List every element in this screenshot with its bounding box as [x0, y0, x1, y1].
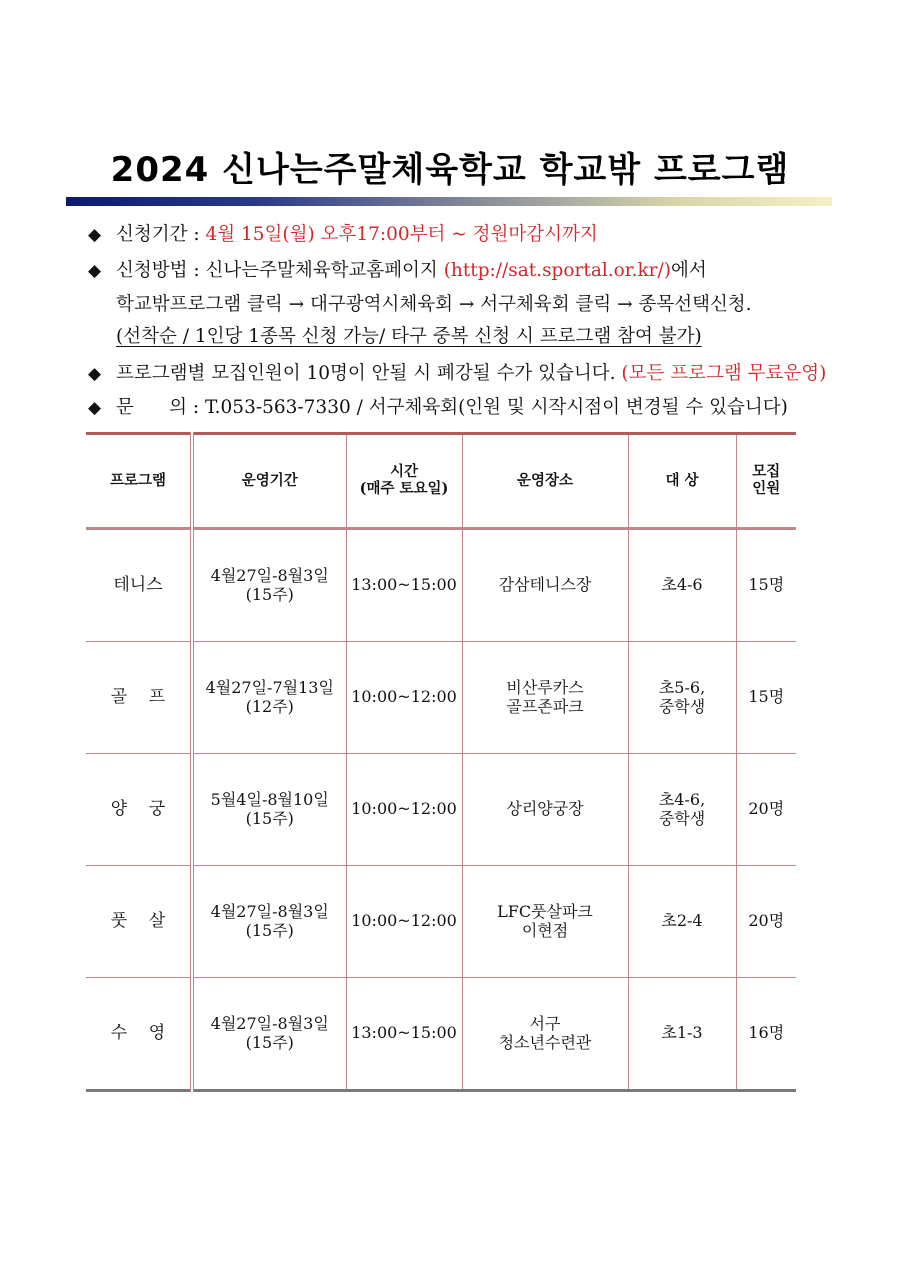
cell-period — [192, 642, 346, 754]
header-venue — [462, 434, 628, 529]
cell-target-text: 중학생 — [658, 696, 706, 716]
cell-venue — [462, 866, 628, 978]
cell-time-text: 10:00~12:00 — [351, 687, 457, 707]
notice-text: 프로그램별 모집인원이 10명이 안될 시 폐강될 수가 있습니다. — [116, 363, 622, 384]
header-venue-text: 운영장소 — [516, 471, 574, 489]
cell-capacity — [736, 642, 796, 754]
header-period-text: 운영기간 — [241, 471, 298, 489]
info-method — [88, 262, 848, 281]
header-target — [628, 434, 736, 529]
title-underline-bar — [66, 197, 832, 206]
cell-time-text: 10:00~12:00 — [351, 911, 457, 931]
table-row — [86, 754, 796, 866]
info-notice — [88, 365, 848, 384]
cell-program — [86, 978, 192, 1091]
cell-target — [628, 642, 736, 754]
cell-venue-text: 이현점 — [521, 920, 569, 940]
method-note-line — [88, 328, 876, 347]
cell-program — [86, 642, 192, 754]
period-value: 4월 15일(월) 오후17:00부터 ~ 정원마감시까지 — [205, 224, 598, 245]
cell-program-text: 수 영 — [110, 1022, 166, 1043]
header-target-text: 대 상 — [665, 471, 699, 489]
method-steps: 학교밖프로그램 클릭 → 대구광역시체육회 → 서구체육회 클릭 → 종목선택신청. — [116, 294, 752, 315]
cell-target-text: 초5-6, — [658, 678, 706, 698]
table-header-row — [86, 434, 796, 529]
cell-venue — [462, 754, 628, 866]
cell-period-text: (15주) — [245, 1032, 294, 1052]
cell-period — [192, 866, 346, 978]
header-time — [346, 434, 462, 529]
cell-program — [86, 754, 192, 866]
cell-period-text: (12주) — [245, 696, 294, 716]
cell-program-text: 골 프 — [110, 686, 166, 707]
info-contact — [88, 399, 848, 418]
cell-time-text: 13:00~15:00 — [351, 1023, 457, 1043]
diamond-bullet-icon: ◆ — [88, 225, 102, 245]
header-period — [192, 434, 346, 529]
cell-time — [346, 529, 462, 642]
cell-time — [346, 754, 462, 866]
cell-venue-text: 서구 — [529, 1014, 561, 1034]
cell-target — [628, 754, 736, 866]
cell-period-text: 4월27일-8월3일 — [210, 566, 329, 586]
cell-time — [346, 866, 462, 978]
header-capacity-text: 인원 — [752, 480, 781, 497]
cell-target — [628, 866, 736, 978]
cell-time-text: 10:00~12:00 — [351, 799, 457, 819]
cell-target — [628, 529, 736, 642]
cell-capacity-text: 20명 — [748, 799, 785, 819]
cell-venue — [462, 529, 628, 642]
cell-period-text: 4월27일-7월13일 — [205, 678, 334, 698]
cell-period-text: (15주) — [245, 584, 294, 604]
diamond-bullet-icon: ◆ — [88, 364, 102, 384]
cell-program — [86, 866, 192, 978]
cell-capacity — [736, 978, 796, 1091]
cell-period-text: 5월4일-8월10일 — [210, 790, 329, 810]
contact-label: 문 의 : — [116, 397, 206, 418]
diamond-bullet-icon: ◆ — [88, 261, 102, 281]
cell-program-text: 테니스 — [113, 574, 163, 595]
cell-venue-text: 골프존파크 — [506, 696, 584, 716]
cell-program-text: 양 궁 — [110, 798, 166, 819]
period-label: 신청기간 : — [116, 224, 206, 245]
cell-venue-text: 청소년수련관 — [498, 1032, 592, 1052]
cell-capacity — [736, 866, 796, 978]
cell-venue — [462, 642, 628, 754]
cell-period — [192, 529, 346, 642]
cell-venue-text: 상리양궁장 — [506, 799, 584, 819]
header-time-text: 시간 — [389, 463, 418, 481]
cell-period — [192, 978, 346, 1091]
method-note: (선착순 / 1인당 1종목 신청 가능/ 타구 중복 신청 시 프로그램 참여 불가) — [116, 326, 702, 347]
cell-capacity — [736, 529, 796, 642]
table-row — [86, 978, 796, 1091]
cell-target-text: 초1-3 — [661, 1023, 703, 1043]
notice-red: (모든 프로그램 무료운영) — [621, 363, 827, 384]
cell-target-text: 초4-6 — [661, 575, 703, 595]
page-title: 2024 신나는주말체육학교 학교밖 프로그램 — [110, 150, 790, 190]
header-time-text: (매주 토요일) — [359, 480, 449, 497]
cell-venue-text: 비산루카스 — [506, 678, 584, 698]
cell-target-text: 초2-4 — [661, 911, 703, 931]
table-row — [86, 529, 796, 642]
cell-target — [628, 978, 736, 1091]
header-program — [86, 434, 192, 529]
cell-capacity-text: 16명 — [748, 1023, 785, 1043]
cell-venue-text: LFC풋살파크 — [497, 902, 593, 922]
header-program-text: 프로그램 — [109, 471, 167, 489]
method-url-link[interactable]: (http://sat.sportal.or.kr/) — [443, 260, 671, 281]
cell-capacity-text: 15명 — [748, 575, 785, 595]
cell-target-text: 초4-6, — [658, 790, 706, 810]
method-label: 신청방법 : 신나는주말체육학교홈페이지 — [116, 260, 444, 281]
method-suffix: 에서 — [670, 260, 707, 281]
cell-period-text: (15주) — [245, 920, 294, 940]
cell-time-text: 13:00~15:00 — [351, 575, 457, 595]
cell-program-text: 풋 살 — [110, 910, 166, 931]
header-capacity — [736, 434, 796, 529]
cell-capacity-text: 15명 — [748, 687, 785, 707]
cell-capacity-text: 20명 — [748, 911, 785, 931]
cell-period — [192, 754, 346, 866]
info-period — [88, 226, 848, 245]
cell-target-text: 중학생 — [658, 808, 706, 828]
cell-time — [346, 978, 462, 1091]
header-capacity-text: 모집 — [752, 463, 781, 481]
cell-period-text: (15주) — [245, 808, 294, 828]
cell-period-text: 4월27일-8월3일 — [210, 902, 329, 922]
cell-time — [346, 642, 462, 754]
table-row — [86, 642, 796, 754]
cell-venue — [462, 978, 628, 1091]
cell-program — [86, 529, 192, 642]
contact-value: T.053-563-7330 / 서구체육회(인원 및 시작시점이 변경될 수 있습니다) — [205, 397, 788, 418]
cell-period-text: 4월27일-8월3일 — [210, 1014, 329, 1034]
table-row — [86, 866, 796, 978]
cell-venue-text: 감삼테니스장 — [498, 575, 592, 595]
cell-capacity — [736, 754, 796, 866]
program-table — [86, 432, 796, 1092]
diamond-bullet-icon: ◆ — [88, 398, 102, 418]
